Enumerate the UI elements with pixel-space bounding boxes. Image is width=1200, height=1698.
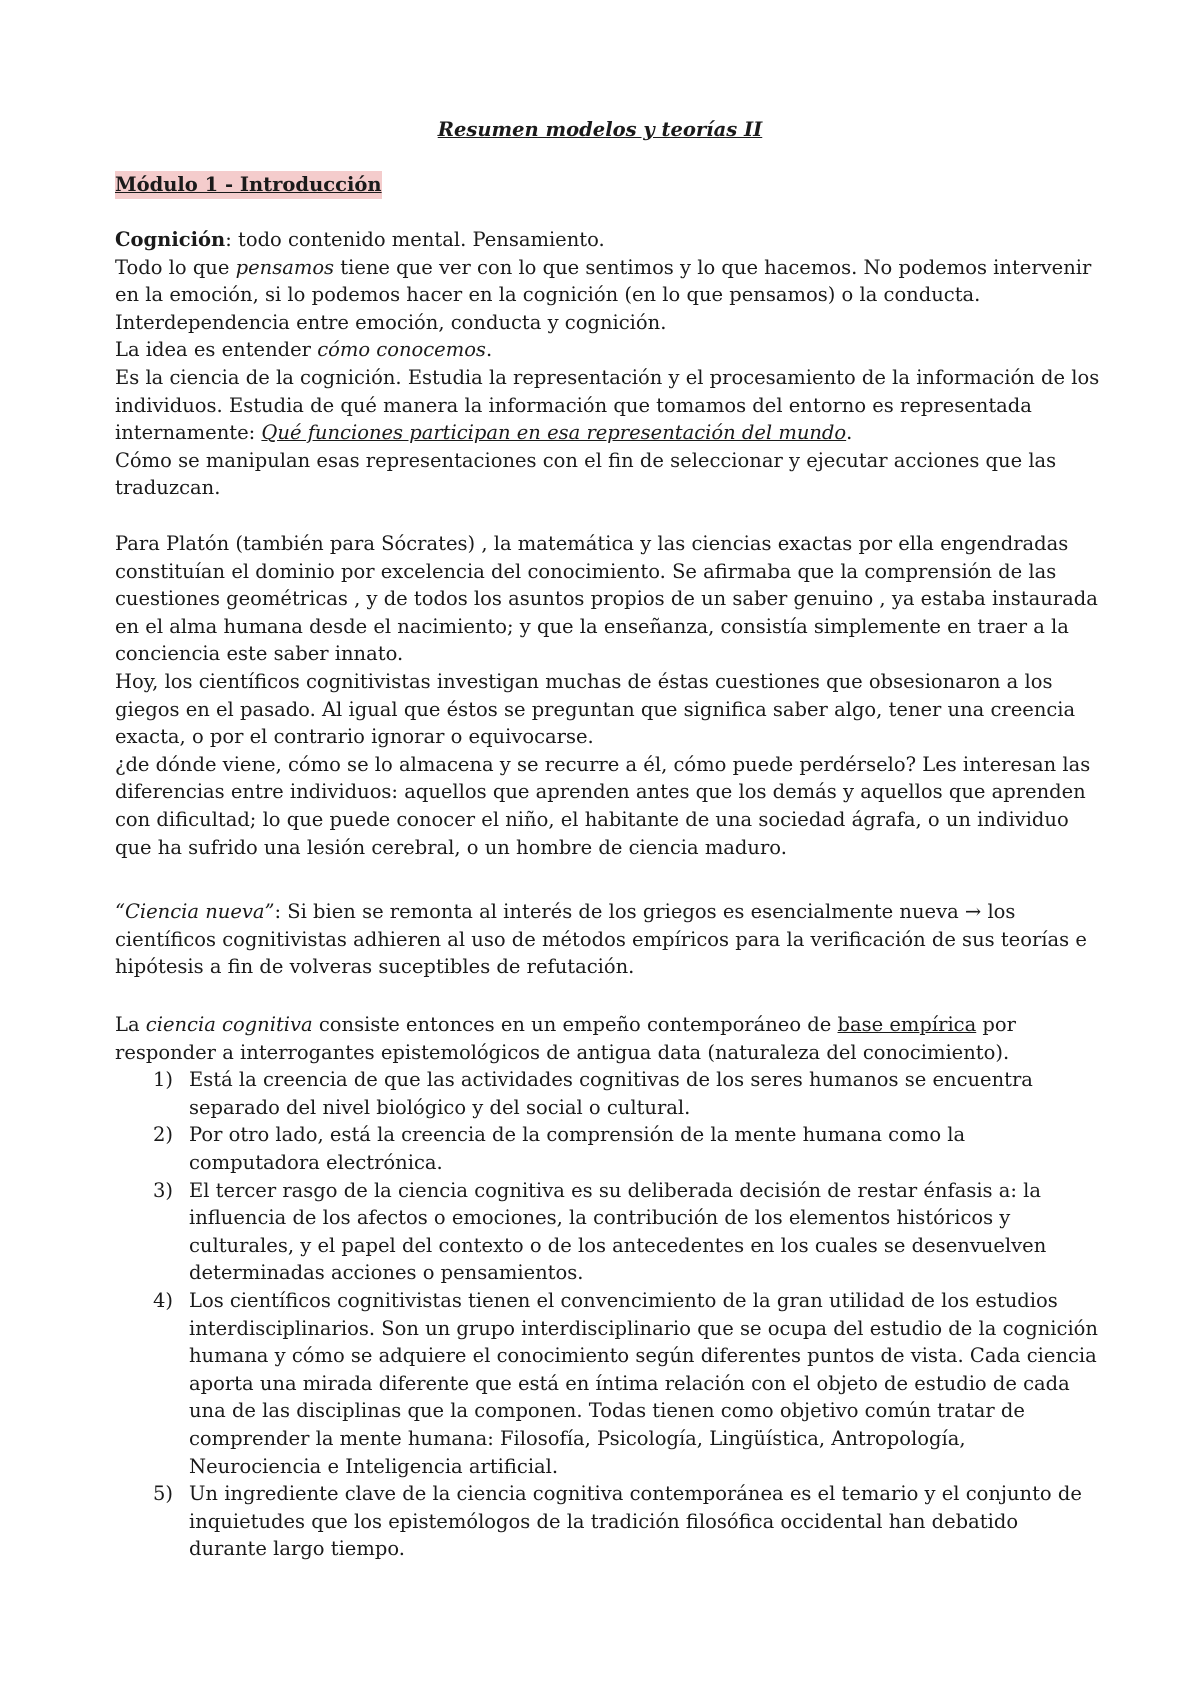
cognicion-section: [115, 226, 1100, 502]
list-number: 5): [153, 1482, 174, 1506]
list-number: 3): [153, 1178, 174, 1202]
text-run: : Si bien se remonta al interés de los griegos es esencialmente nueva → los científicos cognitivistas adhieren al uso de métodos empíricos para la verificación de sus teorías e hipótesis a fin de volveras suceptibles de refutación.: [115, 900, 1087, 979]
list-text: Los científicos cognitivistas tienen el convencimiento de la gran utilidad de los estudios interdisciplinarios. Son un grupo interdisciplinario que se ocupa del estudio de la cognición humana y cómo se adquiere el conocimiento según diferentes puntos de vista. Cada ciencia aporta una mirada diferente que está en íntima relación con el objeto de estudio de cada una de las disciplinas que la componen. Todas tienen como objetivo común tratar de comprender la mente humana: Filosofía, Psicología, Lingüística, Antropología, Neurociencia e Inteligencia artificial.: [189, 1288, 1098, 1478]
platon-paragraph-3: ¿de dónde viene, cómo se lo almacena y se recurre a él, cómo puede perdérselo? Les interesan las diferencias entre individuos: aquellos que aprenden antes que los demás y aquellos que aprenden con dificultad; lo que puede conocer el niño, el habitante de una sociedad ágrafa, o un individuo que ha sufrido una lesión cerebral, o un hombre de ciencia maduro.: [115, 752, 1091, 859]
ciencia-nueva-section: [115, 898, 1100, 981]
cognicion-line-3: [115, 336, 1100, 364]
text-run: tiene que ver con lo que sentimos y lo que hacemos. No podemos intervenir en la emoción, si lo podemos hacer en la cognición (en lo que pensamos) o la conducta.: [115, 255, 1092, 307]
emphasis-como-conocemos: cómo conocemos: [317, 338, 486, 362]
cognicion-line-2: Interdependencia entre emoción, conducta y cognición.: [115, 310, 667, 334]
list-number: 2): [153, 1123, 174, 1147]
ciencia-nueva-term: “Ciencia nueva”: [115, 900, 275, 923]
ciencia-cognitiva-section: [115, 1011, 1100, 1563]
platon-paragraph-1: Para Platón (también para Sócrates) , la matemática y las ciencias exactas por ella engendradas constituían el dominio por excelencia del conocimiento. Se afirmaba que la comprensión de las cuestiones geométricas , y de todos los asuntos propios de un saber genuino , ya estaba instaurada en el alma humana desde el nacimiento; y que la enseñanza, consistía simplemente en traer a la conciencia este saber innato.: [115, 532, 1098, 666]
text-run: .: [485, 338, 493, 362]
cognicion-line-5: Cómo se manipulan esas representaciones con el fin de seleccionar y ejecutar acciones que las traduzcan.: [115, 448, 1057, 500]
text-run: La idea es entender: [115, 338, 318, 362]
emphasis-funciones: Qué funciones participan en esa representación del mundo: [261, 421, 847, 445]
text-run: .: [846, 421, 853, 445]
list-number: 1): [153, 1068, 174, 1092]
list-item: [115, 1066, 1100, 1121]
list-item: [115, 1287, 1100, 1480]
list-text: Un ingrediente clave de la ciencia cognitiva contemporánea es el temario y el conjunto de inquietudes que los epistemólogos de la tradición filosófica occidental han debatido durante largo tiempo.: [189, 1482, 1082, 1561]
numbered-list: [115, 1066, 1100, 1563]
document-title: Resumen modelos y teorías II: [437, 118, 763, 141]
list-item: [115, 1480, 1100, 1563]
text-run: Es la ciencia de la cognición. Estudia la representación y el procesamiento de la información de los individuos. Estudia de qué manera la información que tomamos del entorno es representada internamente:: [115, 365, 1100, 445]
text-run: La: [115, 1013, 146, 1036]
emphasis-pensamos: pensamos: [235, 255, 335, 279]
cognicion-definition: [115, 226, 1100, 254]
text-run: consiste entonces en un empeño contemporáneo de: [312, 1013, 838, 1036]
ciencia-nueva-paragraph: [115, 898, 1100, 981]
ciencia-cognitiva-paragraph: [115, 1011, 1100, 1066]
list-text: Está la creencia de que las actividades cognitivas de los seres humanos se encuentra separado del nivel biológico y del social o cultural.: [189, 1068, 1033, 1119]
cognicion-term: Cognición: [115, 228, 226, 251]
list-item: [115, 1177, 1100, 1287]
section-heading: Módulo 1 - Introducción: [115, 171, 382, 199]
platon-paragraph-2: Hoy, los científicos cognitivistas investigan muchas de éstas cuestiones que obsesionaron a los giegos en el pasado. Al igual que éstos se preguntan que significa saber algo, tener una creencia exacta, o por el contrario ignorar o equivocarse.: [115, 669, 1076, 749]
cognicion-def: : todo contenido mental. Pensamiento.: [225, 228, 605, 251]
list-text: Por otro lado, está la creencia de la comprensión de la mente humana como la computadora electrónica.: [189, 1123, 966, 1174]
platon-section: [115, 530, 1100, 861]
cognicion-line-4: [115, 364, 1100, 447]
cognicion-line-1: [115, 254, 1100, 309]
text-run: por responder a interrogantes epistemológicos de antigua data (naturaleza del conocimiento).: [115, 1013, 1016, 1064]
list-item: [115, 1121, 1100, 1176]
emphasis-base-empirica: base empírica: [837, 1013, 977, 1036]
text-run: Todo lo que: [115, 255, 236, 279]
list-number: 4): [153, 1288, 174, 1312]
emphasis-ciencia-cognitiva: ciencia cognitiva: [145, 1013, 313, 1036]
list-text: El tercer rasgo de la ciencia cognitiva es su deliberada decisión de restar énfasis a: la influencia de los afectos o emociones, la contribución de los elementos históricos y culturales, y el papel del contexto o de los antecedentes en los cuales se desenvuelven determinadas acciones o pensamientos.: [189, 1178, 1047, 1285]
